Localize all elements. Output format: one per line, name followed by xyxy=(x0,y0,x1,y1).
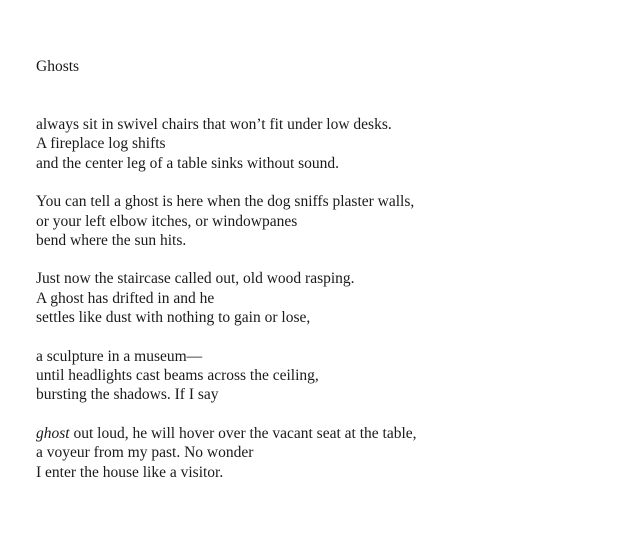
stanza-5 xyxy=(36,424,626,482)
poem-line: You can tell a ghost is here when the dog sniffs plaster walls, xyxy=(36,193,415,211)
stanza-1 xyxy=(36,115,626,173)
poem-line: A ghost has drifted in and he xyxy=(36,289,215,307)
stanza-3 xyxy=(36,269,626,327)
poem-line: and the center leg of a table sinks without sound. xyxy=(36,154,340,172)
poem-line: settles like dust with nothing to gain or lose, xyxy=(36,309,311,327)
poem-line: bend where the sun hits. xyxy=(36,232,187,250)
poem-line: a sculpture in a museum— xyxy=(36,347,203,365)
italic-word: ghost xyxy=(36,424,70,442)
stanza-2 xyxy=(36,192,626,250)
poem-title: Ghosts xyxy=(36,58,80,75)
poem-line: always sit in swivel chairs that won’t fit under low desks. xyxy=(36,116,392,133)
poem-body xyxy=(36,115,626,501)
stanza-4 xyxy=(36,347,626,405)
poem-line: bursting the shadows. If I say xyxy=(36,386,219,404)
poem-line: or your left elbow itches, or windowpanes xyxy=(36,212,298,230)
poem-line xyxy=(36,424,626,443)
poem-line: until headlights cast beams across the ceiling, xyxy=(36,367,319,385)
line-text: out loud, he will hover over the vacant seat at the table, xyxy=(69,424,417,442)
poem-line: a voyeur from my past. No wonder xyxy=(36,444,254,462)
poem-line: A fireplace log shifts xyxy=(36,135,166,153)
poem-line: I enter the house like a visitor. xyxy=(36,463,224,481)
poem-line: Just now the staircase called out, old wood rasping. xyxy=(36,270,355,288)
